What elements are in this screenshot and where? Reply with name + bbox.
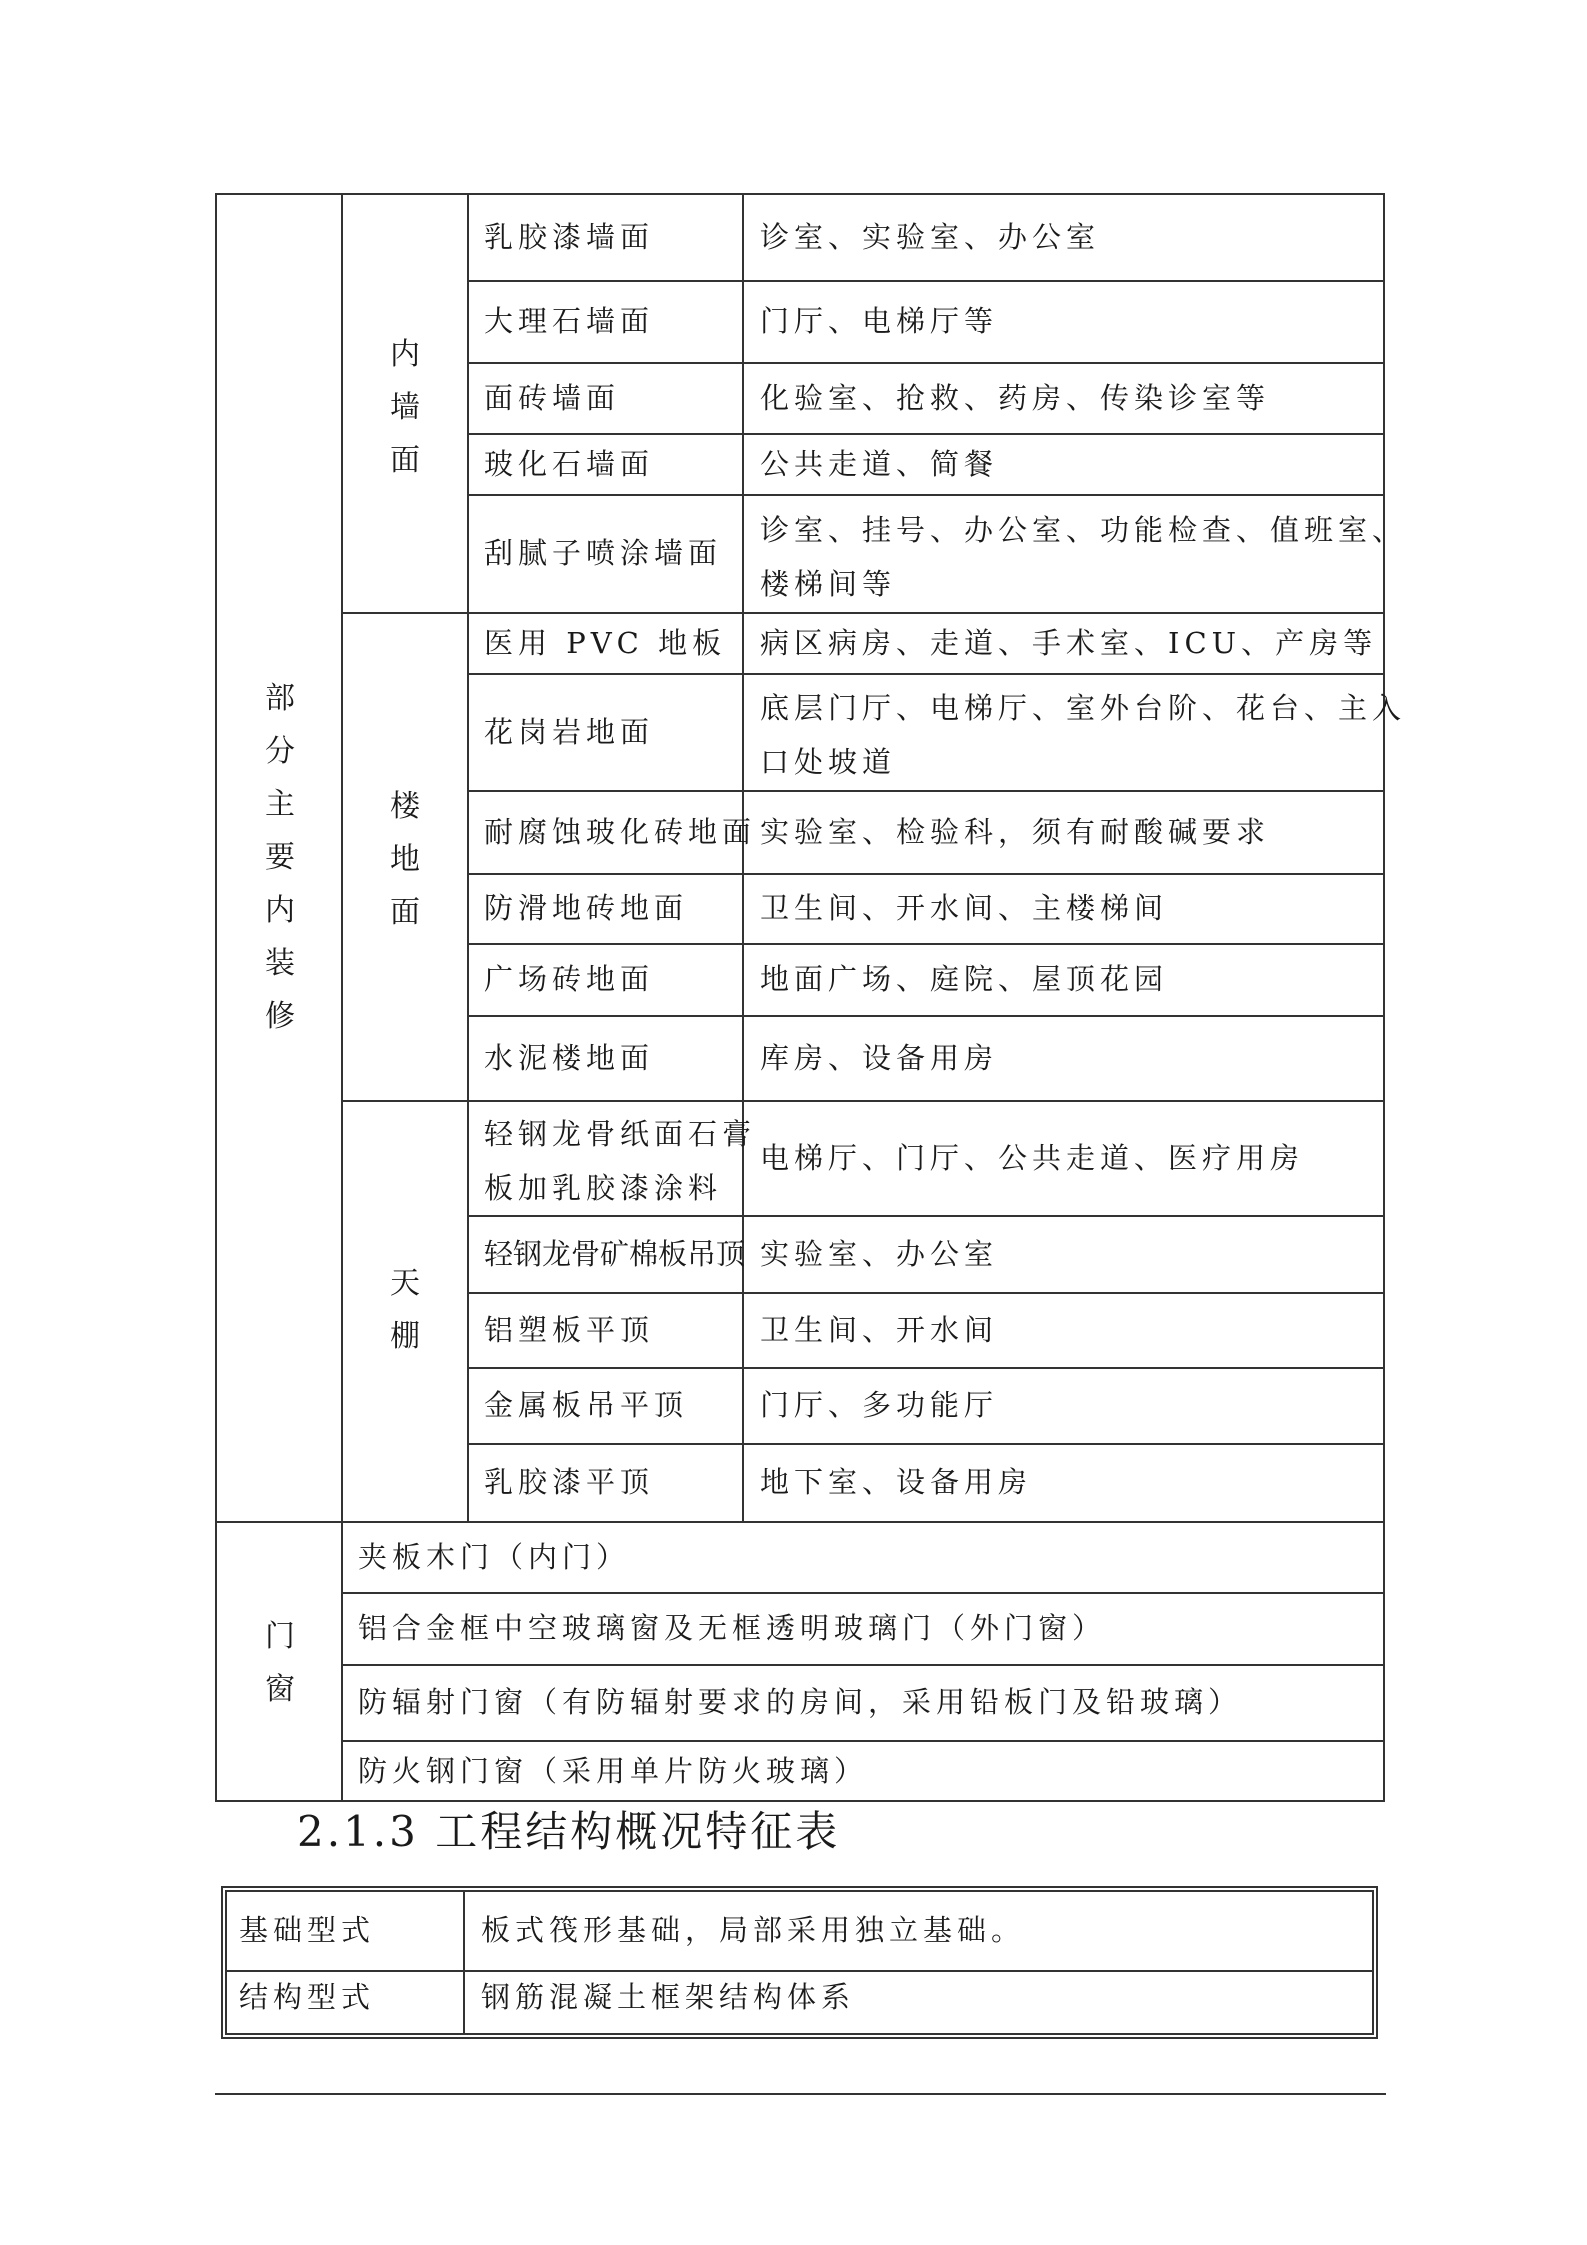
structure-row-value: 钢筋混凝土框架结构体系 (481, 1980, 856, 2014)
door-window-row: 防火钢门窗（采用单片防火玻璃） (358, 1754, 869, 1788)
door-window-row: 铝合金框中空玻璃窗及无框透明玻璃门（外门窗） (358, 1611, 1107, 1645)
table-row-item: 水泥楼地面 (484, 1040, 655, 1075)
structure-row-label: 结构型式 (239, 1980, 376, 2014)
section-label-ceiling: 天 棚 (390, 1266, 420, 1354)
group-label: 部 分 主 要 内 装 修 (265, 681, 295, 1034)
table-row-location: 诊室、实验室、办公室 (760, 219, 1101, 254)
table-row-item: 耐腐蚀玻化砖地面 (484, 814, 757, 849)
table-row-location: 实验室、检验科，须有耐酸碱要求 (760, 814, 1271, 849)
table-row-location: 门厅、多功能厅 (760, 1388, 999, 1422)
footer-rule (215, 2093, 1386, 2095)
table-row-location: 库房、设备用房 (760, 1040, 999, 1075)
table-row-item: 轻钢龙骨矿棉板吊顶 (484, 1236, 746, 1271)
table-row-item: 金属板吊平顶 (484, 1388, 689, 1422)
section-label-doors-windows: 门 窗 (265, 1619, 295, 1707)
table-row-item: 防滑地砖地面 (484, 891, 689, 925)
table-row-item: 乳胶漆墙面 (484, 219, 655, 254)
door-window-row: 夹板木门（内门） (358, 1539, 631, 1574)
table-row-location: 公共走道、简餐 (760, 446, 999, 481)
table-row-location: 化验室、抢救、药房、传染诊室等 (760, 380, 1271, 415)
table-row-location: 地面广场、庭院、屋顶花园 (760, 962, 1169, 996)
table-row-location: 底层门厅、电梯厅、室外台阶、花台、主入 口处坡道 (760, 691, 1407, 779)
table-row-item: 轻钢龙骨纸面石膏 板加乳胶漆涂料 (484, 1117, 757, 1205)
table-row-item: 刮腻子喷涂墙面 (484, 536, 723, 570)
table-row-location: 病区病房、走道、手术室、ICU、产房等 (760, 625, 1378, 660)
table-row-location: 门厅、电梯厅等 (760, 304, 999, 338)
table-row-location: 电梯厅、门厅、公共走道、医疗用房 (760, 1140, 1305, 1175)
table-row-item: 面砖墙面 (484, 380, 621, 415)
table-row-location: 卫生间、开水间 (760, 1312, 999, 1347)
section-label-floor: 楼 地 面 (390, 789, 420, 930)
section-label-inner-wall: 内 墙 面 (390, 337, 420, 478)
table-row-item: 广场砖地面 (484, 962, 655, 996)
section-heading: 2.1.3 工程结构概况特征表 (297, 1807, 841, 1856)
table-row-location: 诊室、挂号、办公室、功能检查、值班室、 楼梯间等 (760, 513, 1407, 601)
structure-row-value: 板式筏形基础，局部采用独立基础。 (481, 1913, 1026, 1947)
table-row-item: 玻化石墙面 (484, 446, 655, 481)
door-window-row: 防辐射门窗（有防辐射要求的房间，采用铅板门及铅玻璃） (358, 1685, 1243, 1719)
table-row-item: 乳胶漆平顶 (484, 1465, 655, 1499)
table-row-item: 铝塑板平顶 (484, 1312, 655, 1347)
table-row-location: 实验室、办公室 (760, 1236, 999, 1271)
table-row-location: 卫生间、开水间、主楼梯间 (760, 891, 1169, 925)
table-row-item: 大理石墙面 (484, 304, 655, 338)
table-row-item: 医用 PVC 地板 (484, 625, 727, 660)
table-row-location: 地下室、设备用房 (760, 1465, 1033, 1499)
structure-row-label: 基础型式 (239, 1913, 376, 1947)
table-row-item: 花岗岩地面 (484, 714, 655, 749)
